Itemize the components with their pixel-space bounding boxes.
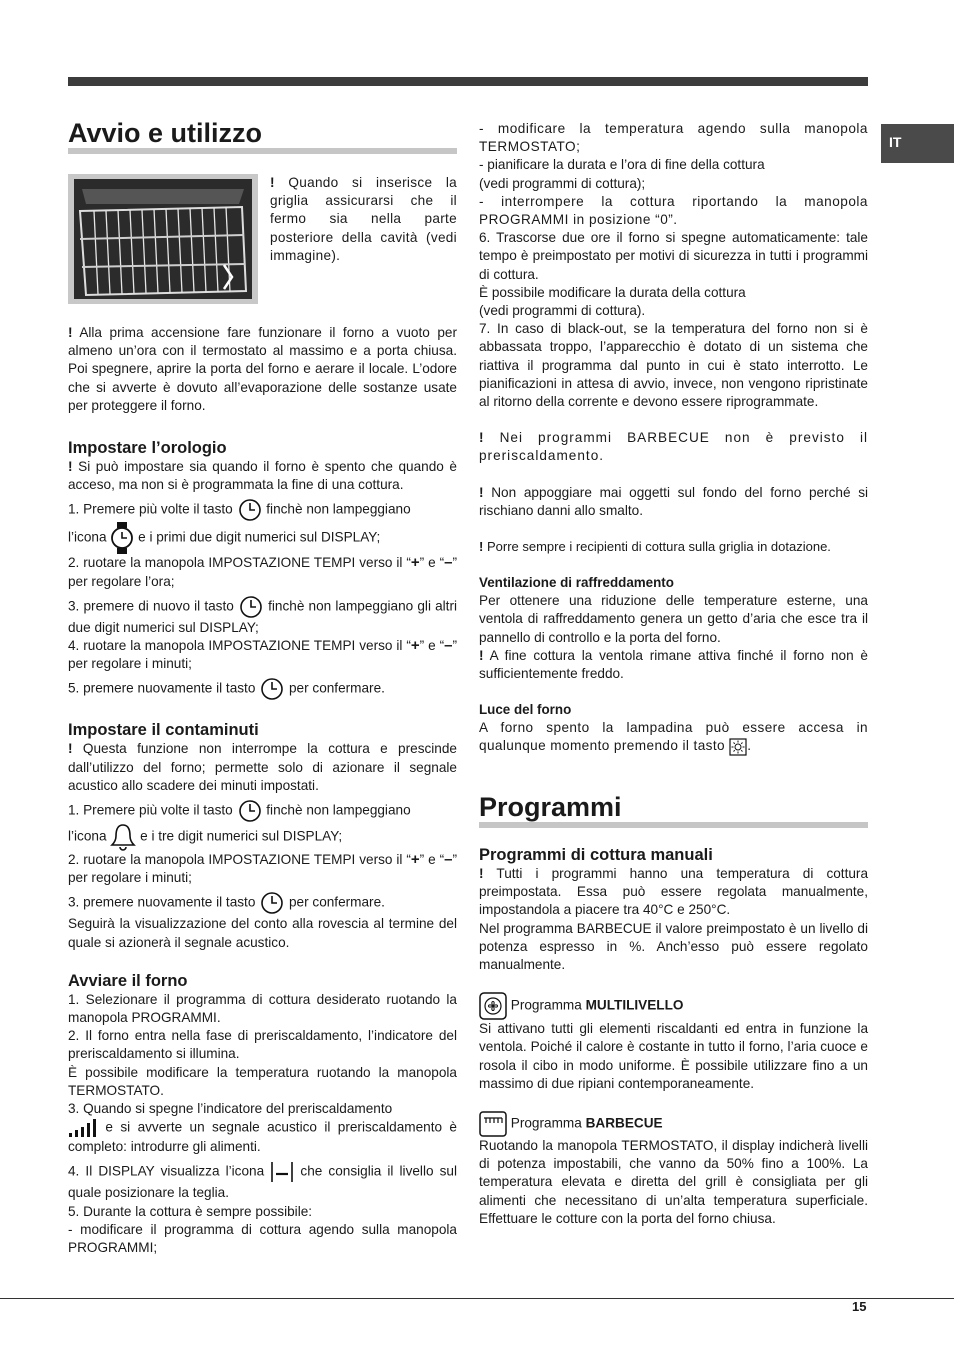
warning-enamel: ! Non appoggiare mai oggetti sul fondo del forno perché si rischiano danni allo smalto.	[479, 484, 869, 518]
shelf-level-icon	[270, 1160, 294, 1184]
program-barbecue-text: Ruotando la manopola TERMOSTATO, il display indicherà livelli di potenza impostabili, che vanno da 50% fino a 100%. La temperatura elevata e diretta del grill è consigliata per gli alimenti che necessitano di un’alta temperatura superficiale. Effettuare le cotture con la porta del forno chiusa.	[479, 1137, 868, 1226]
section-title-programmi: Programmi	[479, 792, 868, 828]
heading-start: Avviare il forno	[68, 971, 188, 990]
option-schedule-ref: (vedi programmi di cottura);	[479, 175, 646, 191]
clock-button-icon	[259, 891, 285, 915]
right-column	[479, 120, 868, 1228]
grill-program-icon	[479, 1111, 507, 1137]
preheat-bars-icon	[68, 1118, 98, 1138]
program-multilivello-title: Programma MULTILIVELLO	[479, 992, 868, 1020]
step-6b: È possibile modificare la durata della cottura	[479, 284, 746, 300]
step-6c: (vedi programmi di cottura).	[479, 303, 646, 319]
start-step-4: 4. Il DISPLAY visualizza l’icona che consiglia il livello sul quale posizionare la teglia.	[68, 1160, 457, 1202]
program-multilivello-text: Si attivano tutti gli elementi riscaldanti ed entra in funzione la ventola. Poiché il calore è costante in tutto il forno, l’aria cuoce e rosola il cibo in modo uniforme. È possibile utilizzare fino a un massimo di due ripiani contemporaneamente.	[479, 1021, 868, 1091]
heading-manual-programs: Programmi di cottura manuali	[479, 845, 713, 864]
heading-clock: Impostare l’orologio	[68, 439, 227, 458]
clock-intro: ! Si può impostare sia quando il forno è spento che quando è acceso, ma non si è programmata la fine di una cottura.	[68, 459, 457, 493]
oven-rack-icon	[74, 179, 252, 299]
oven-light-text: A forno spento la lampadina può essere accesa in qualunque momento premendo il tasto .	[479, 719, 868, 756]
manual-programs-text-2: Nel programma BARBECUE il valore preimpostato è un livello di potenza espresso in %. Anch’esso può essere regolato manualmente.	[479, 920, 868, 972]
start-step-5a: - modificare il programma di cottura agendo sulla manopola PROGRAMMI;	[68, 1221, 457, 1256]
clock-step-3: 3. premere di nuovo il tasto finchè non lampeggiano gli altri due digit numerici sul DISPLAY;	[68, 595, 457, 637]
clock-button-icon	[238, 595, 264, 619]
clock-step-4: 4. ruotare la manopola IMPOSTAZIONE TEMPI verso il “+” e “–” per regolare i minuti;	[68, 637, 457, 672]
timer-intro: ! Questa funzione non interrompe la cottura e prescinde dall’utilizzo del forno; permette solo di azionare il segnale acustico allo scadere dei minuti impostati.	[68, 741, 457, 793]
program-barbecue-title: Programma BARBECUE	[479, 1111, 868, 1137]
left-column	[68, 118, 457, 1257]
option-stop: - interrompere la cottura riportando la manopola PROGRAMMI in posizione “0”.	[479, 193, 868, 228]
start-step-3: 3. Quando si spegne l’indicatore del preriscaldamento e si avverte un segnale acustico il preriscaldamento è completo: introdurre gli alimenti.	[68, 1101, 457, 1155]
timer-step-1: 1. Premere più volte il tasto finchè non lampeggiano l’icona e i tre digit numerici sul DISPLAY;	[68, 799, 457, 851]
top-rule	[68, 77, 868, 86]
watch-icon	[110, 522, 134, 554]
option-schedule: - pianificare la durata e l’ora di fine della cottura	[479, 157, 765, 173]
start-step-2b: È possibile modificare la temperatura ruotando la manopola TERMOSTATO.	[68, 1064, 457, 1098]
heading-cooling-fan: Ventilazione di raffreddamento	[479, 575, 674, 591]
start-step-1: 1. Selezionare il programma di cottura desiderato ruotando la manopola PROGRAMMI.	[68, 991, 457, 1026]
timer-countdown-note: Seguirà la visualizzazione del conto alla rovescia al termine del quale si azionerà il segnale acustico.	[68, 916, 457, 950]
fan-program-icon	[479, 992, 507, 1020]
step-6: 6. Trascorse due ore il forno si spegne automaticamente: tale tempo è preimpostato per motivi di sicurezza in tutti i programmi di cottura.	[479, 230, 868, 282]
light-button-icon	[729, 738, 747, 756]
manual-programs-text: ! Tutti i programmi hanno una temperatura di cottura preimpostata. Essa può essere regolata manualmente, impostandola a piacere tra 40°C e 250°C.	[479, 865, 869, 918]
oven-grid-illustration	[68, 174, 258, 304]
cooling-fan-text: Per ottenere una riduzione delle temperature esterne, una ventola di raffreddamento genera un getto d’aria che esce tra il pannello di controllo e la porta del forno.	[479, 593, 868, 645]
clock-button-icon	[237, 799, 263, 823]
timer-step-2: 2. ruotare la manopola IMPOSTAZIONE TEMPI verso il “+” e “–” per regolare i minuti;	[68, 851, 457, 886]
step-7: 7. In caso di black-out, se la temperatura del forno non si è abbassata troppo, l’apparecchio è dotato di un sistema che riattiva il programma dal punto in cui è stato interrotto. Le pianificazioni in attesa di avvio, invece, non vengono ripristinate al ritorno della corrente e devono essere riprogrammate.	[479, 321, 868, 410]
clock-step-1: 1. Premere più volte il tasto finchè non lampeggiano l’icona e i primi due digit numerici sul DISPLAY;	[68, 498, 457, 554]
footer-rule	[0, 1298, 954, 1299]
start-step-2: 2. Il forno entra nella fase di preriscaldamento, l’indicatore del preriscaldamento si illumina.	[68, 1028, 457, 1062]
page-number: 15	[852, 1299, 867, 1314]
section-title-avvio: Avvio e utilizzo	[68, 118, 457, 154]
start-step-5: 5. Durante la cottura è sempre possibile:	[68, 1203, 313, 1219]
warning-grid: ! Porre sempre i recipienti di cottura sulla griglia in dotazione.	[479, 539, 831, 555]
option-temperature: - modificare la temperatura agendo sulla manopola TERMOSTATO;	[479, 121, 868, 155]
heading-timer: Impostare il contaminuti	[68, 721, 259, 740]
first-use-note: ! Alla prima accensione fare funzionare il forno a vuoto per almeno un’ora con il termostato al massimo e a porta chiusa. Poi spegnere, aprire la porta del forno e aerare il locale. L’odore che si avverte è dovuto all’evaporazione delle sostanze usate per proteggere il forno.	[68, 325, 457, 413]
clock-button-icon	[259, 677, 285, 701]
bell-icon	[110, 823, 136, 851]
language-tab: IT	[881, 124, 954, 163]
clock-button-icon	[237, 498, 263, 522]
heading-oven-light: Luce del forno	[479, 702, 572, 718]
clock-step-2: 2. ruotare la manopola IMPOSTAZIONE TEMPI verso il “+” e “–” per regolare l’ora;	[68, 554, 457, 589]
warning-barbecue: ! Nei programmi BARBECUE non è previsto il preriscaldamento.	[479, 430, 868, 464]
grid-note: ! Quando si inserisce la griglia assicurarsi che il fermo sia nella parte posteriore della cavità (vedi immagine).	[270, 175, 457, 263]
cooling-fan-warning: ! A fine cottura la ventola rimane attiva finché il forno non è sufficientemente freddo.	[479, 647, 868, 682]
clock-step-5: 5. premere nuovamente il tasto per confermare.	[68, 677, 457, 701]
timer-step-3: 3. premere nuovamente il tasto per confermare.	[68, 891, 457, 915]
